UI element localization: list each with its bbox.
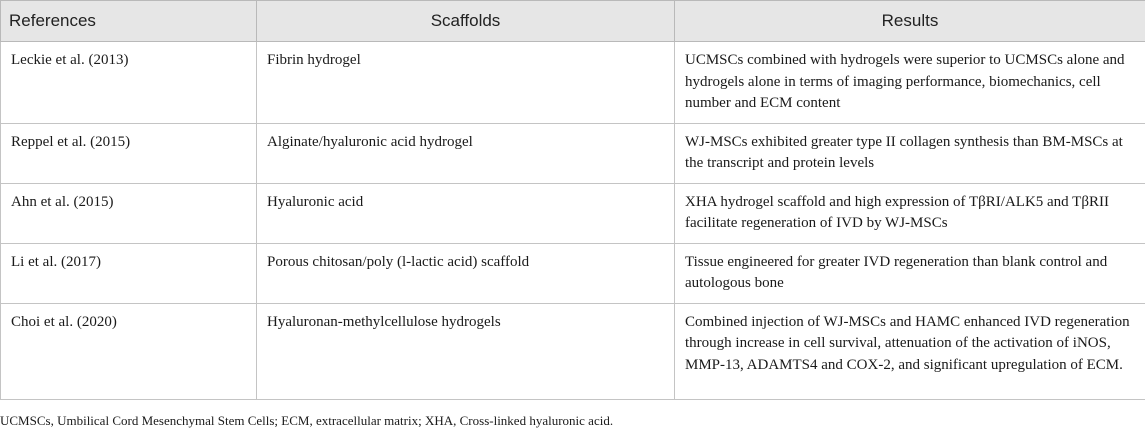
table-row: [1, 243, 1145, 303]
table-header-row: [1, 1, 1145, 42]
reference-cell: Li et al. (2017): [1, 243, 257, 303]
result-cell: Tissue engineered for greater IVD regeneration than blank control and autologous bone: [675, 243, 1145, 303]
header-scaffolds: Scaffolds: [257, 1, 675, 42]
result-cell: UCMSCs combined with hydrogels were superior to UCMSCs alone and hydrogels alone in terms of imaging performance, biomechanics, cell number and ECM content: [675, 42, 1145, 124]
table-row: [1, 42, 1145, 124]
reference-cell: Reppel et al. (2015): [1, 123, 257, 183]
scaffold-cell: Porous chitosan/poly (l-lactic acid) scaffold: [257, 243, 675, 303]
scaffold-cell: Fibrin hydrogel: [257, 42, 675, 124]
scaffold-cell: Alginate/hyaluronic acid hydrogel: [257, 123, 675, 183]
table-footnote: UCMSCs, Umbilical Cord Mesenchymal Stem Cells; ECM, extracellular matrix; XHA, Cross-linked hyaluronic acid.: [0, 413, 614, 428]
table-row: [1, 303, 1145, 399]
header-results: Results: [675, 1, 1145, 42]
reference-cell: Choi et al. (2020): [1, 303, 257, 399]
result-cell: XHA hydrogel scaffold and high expression of TβRI/ALK5 and TβRII facilitate regeneration of IVD by WJ-MSCs: [675, 183, 1145, 243]
table-row: [1, 183, 1145, 243]
result-cell: WJ-MSCs exhibited greater type II collagen synthesis than BM-MSCs at the transcript and protein levels: [675, 123, 1145, 183]
result-cell: Combined injection of WJ-MSCs and HAMC enhanced IVD regeneration through increase in cell survival, attenuation of the activation of iNOS, MMP-13, ADAMTS4 and COX-2, and significant upregulation of ECM.: [675, 303, 1145, 399]
scaffold-cell: Hyaluronan-methylcellulose hydrogels: [257, 303, 675, 399]
header-references: References: [1, 1, 257, 42]
reference-cell: Ahn et al. (2015): [1, 183, 257, 243]
scaffold-cell: Hyaluronic acid: [257, 183, 675, 243]
reference-cell: Leckie et al. (2013): [1, 42, 257, 124]
table-row: [1, 123, 1145, 183]
